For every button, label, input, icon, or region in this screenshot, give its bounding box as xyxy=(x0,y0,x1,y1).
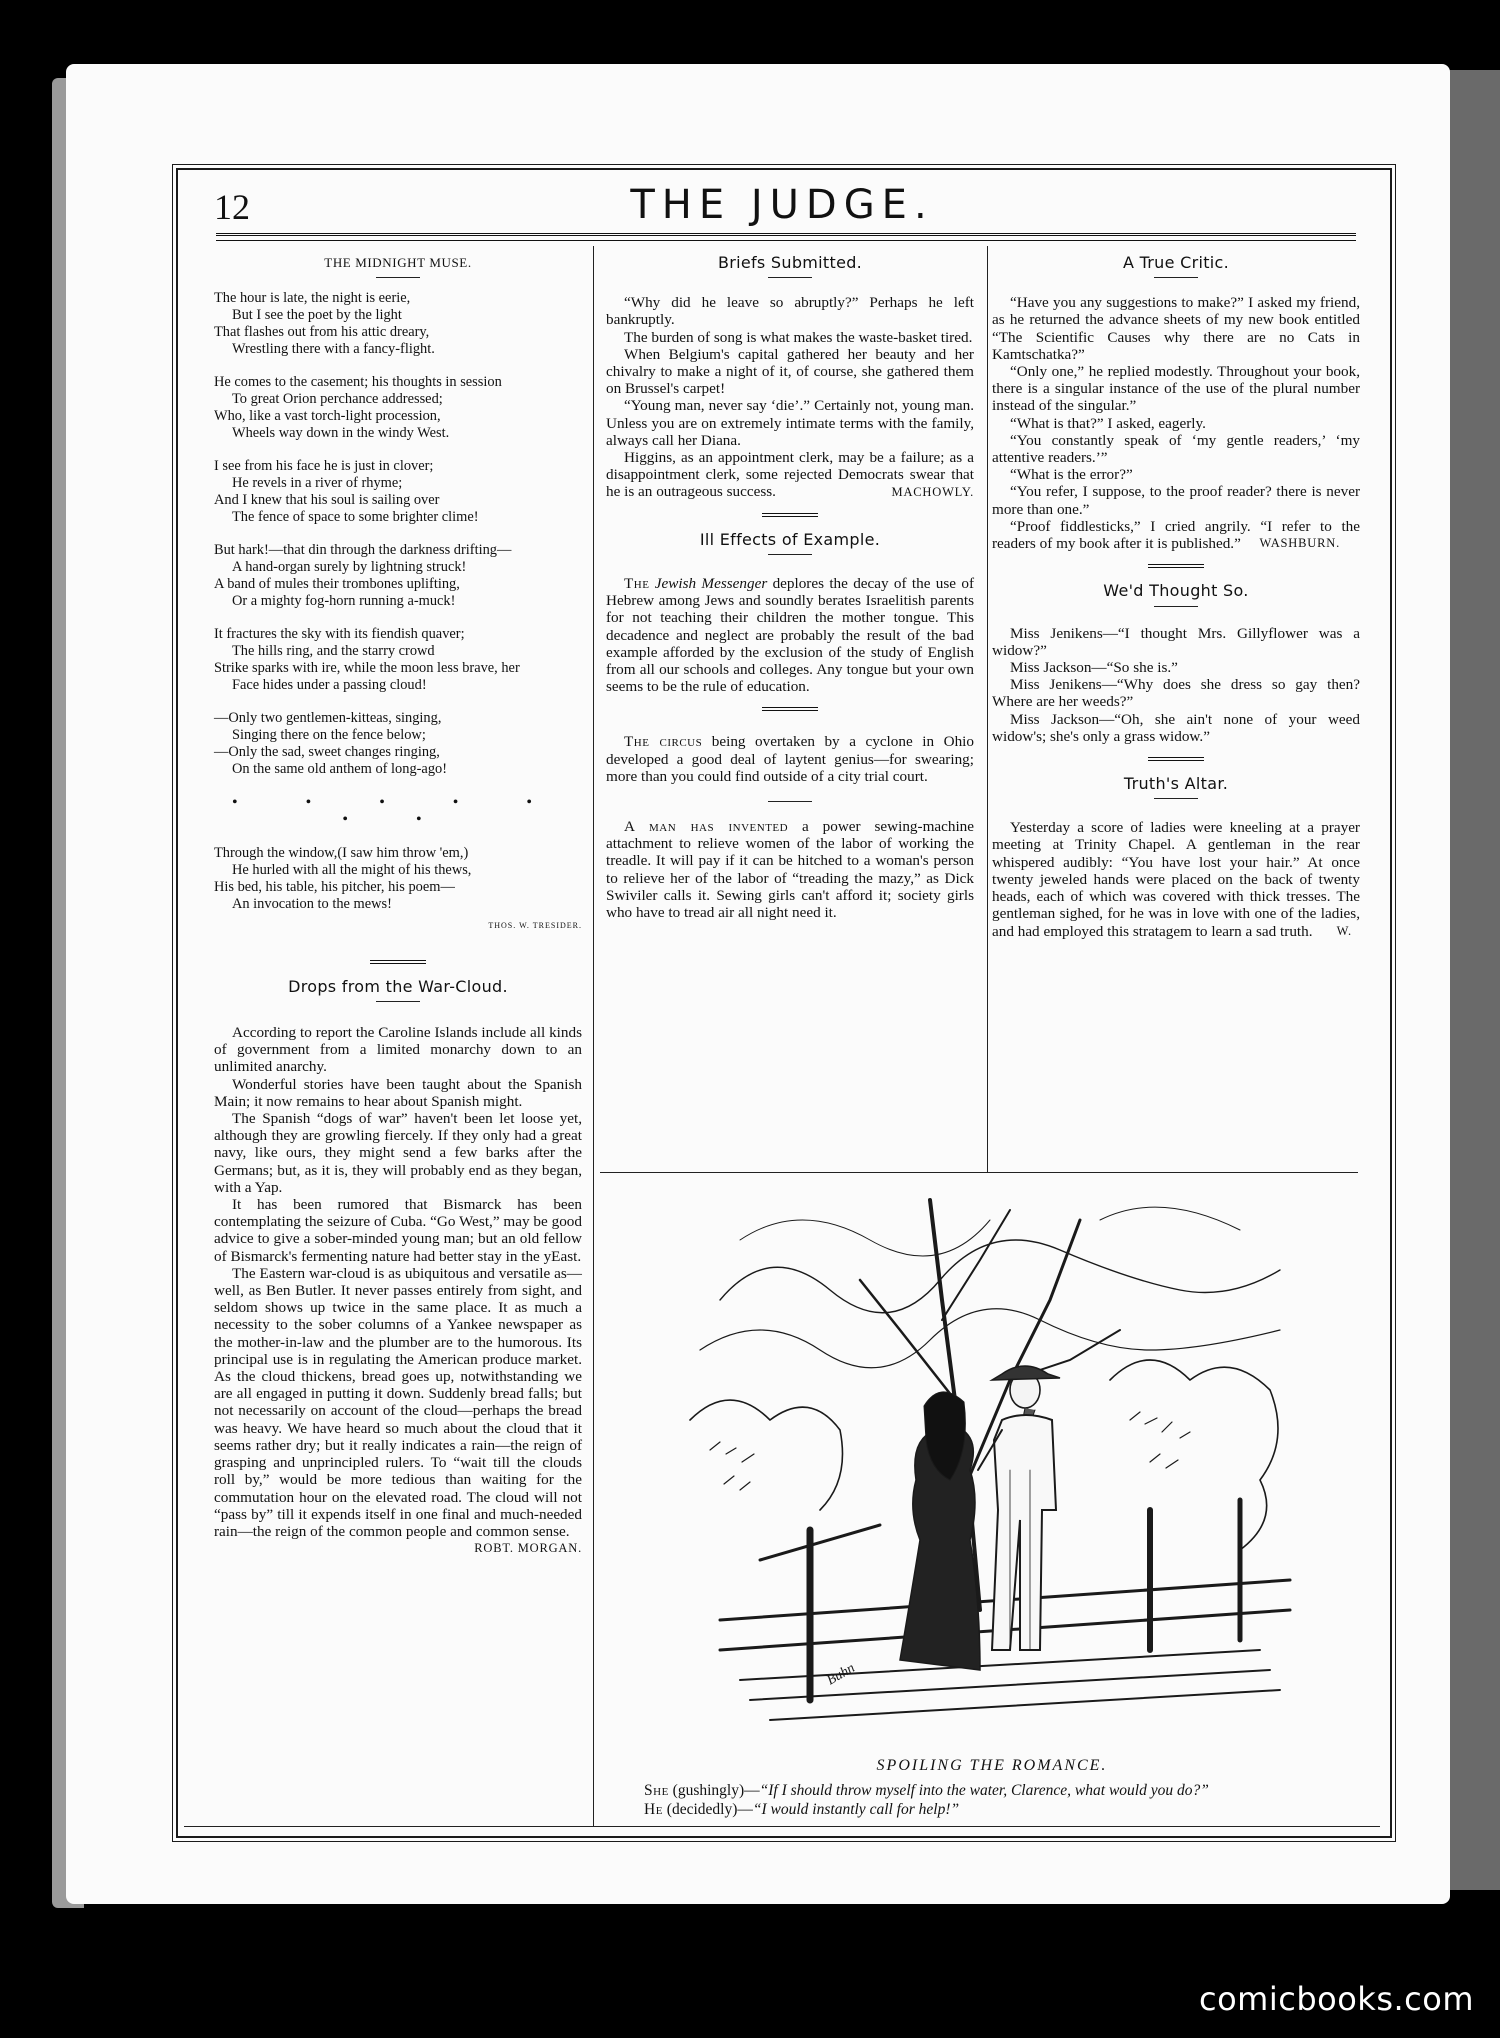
poem-stanza xyxy=(214,290,582,358)
poem-line: But hark!—that din through the darkness drifting— xyxy=(214,542,512,559)
poem-stanza xyxy=(214,458,582,526)
short-rule xyxy=(1154,798,1198,799)
article-paragraph: “Have you any suggestions to make?” I asked my friend, as he returned the advance sheets of my new book entitled “The Scientific Causes why there are no Cats in Kamtschatka?” xyxy=(992,294,1360,363)
dialogue-line: “If I should throw myself into the water, Clarence, what would you do?” xyxy=(759,1782,1209,1799)
article-paragraph xyxy=(606,733,974,785)
article-title-briefs: Briefs Submitted. xyxy=(717,253,863,272)
column-divider-1 xyxy=(593,246,594,1826)
article-title-drops: Drops from the War-Cloud. xyxy=(288,976,508,996)
article-paragraph: Wonderful stories have been taught about the Spanish Main; it now remains to hear about Spanish might. xyxy=(214,1075,582,1110)
column-3 xyxy=(992,250,1360,940)
article-paragraph: When Belgium's capital gathered her beauty and her chivalry to make a night of it, of course, she gathered them on Brussel's carpet! xyxy=(606,345,974,398)
poem-line: He revels in a river of rhyme; xyxy=(232,475,403,492)
lead-word: The circus xyxy=(624,733,703,751)
article-paragraph: “You refer, I suppose, to the proof reader? there is never more than one.” xyxy=(992,483,1360,518)
masthead-title: THE JUDGE. xyxy=(630,182,934,228)
article-paragraph: Miss Jackson—“Oh, she ain't none of your weed widow's; she's only a grass widow.” xyxy=(992,710,1360,745)
article-paragraph: Miss Jenikens—“I thought Mrs. Gillyflower was a widow?” xyxy=(992,624,1360,659)
short-rule xyxy=(768,554,812,555)
poem-line: Face hides under a passing cloud! xyxy=(232,677,427,694)
article-paragraph: “What is that?” I asked, eagerly. xyxy=(1010,414,1206,432)
cartoon-title: SPOILING THE ROMANCE. xyxy=(876,1757,1108,1774)
dialogue-line: “I would instantly call for help!” xyxy=(752,1801,960,1818)
article-paragraph: “Proof fiddlesticks,” I cried angrily. “I refer to the readers of my book after it is published.” xyxy=(992,517,1360,553)
column-1 xyxy=(214,250,582,1557)
poem-author: THOS. W. TRESIDER. xyxy=(488,920,582,930)
short-rule xyxy=(376,1001,420,1002)
poem-line: Through the window,(I saw him throw 'em,) xyxy=(214,844,469,861)
short-rule xyxy=(768,277,812,278)
poem-stanza xyxy=(214,374,582,442)
article-paragraph: The Spanish “dogs of war” haven't been let loose yet, although they are growling fiercely. If they only had a great navy, like ours, they might send a few barks after the Germans; but, as it is, they will probably end as they began, with a Yap. xyxy=(214,1110,582,1196)
publication-name: Jewish Messenger xyxy=(654,575,768,593)
poem-title: THE MIDNIGHT MUSE. xyxy=(324,255,472,270)
artist-signature: Buhn xyxy=(824,1660,858,1689)
short-rule xyxy=(376,277,420,278)
poem-line: —Only two gentlemen-kitteas, singing, xyxy=(214,710,442,727)
page-number: 12 xyxy=(214,187,250,227)
poem-midnight-muse xyxy=(214,290,582,934)
poem-line: Or a mighty fog-horn running a-muck! xyxy=(232,593,456,610)
poem-line: The hour is late, the night is eerie, xyxy=(214,290,411,307)
poem-line: His bed, his table, his pitcher, his poem— xyxy=(214,878,455,895)
lead-word: A man has invented xyxy=(624,818,789,836)
article-title-ill-effects: Ill Effects of Example. xyxy=(699,529,881,549)
article-paragraph: Higgins, as an appointment clerk, may be a failure; as a disappointment clerk, some rejected Democrats swear that he is an outrageous success. xyxy=(606,449,974,501)
masthead-rule-thin xyxy=(216,240,1356,241)
article-title-truths-altar: Truth's Altar. xyxy=(1123,774,1229,794)
column-2 xyxy=(606,250,974,921)
poem-line: Singing there on the fence below; xyxy=(232,727,426,744)
article-paragraph: “Young man, never say ‘die’.” Certainly not, young man. Unless you are on extremely intimate terms with the family, always call her Diana. xyxy=(606,397,974,449)
article-paragraph: Miss Jenikens—“Why does she dress so gay then? Where are her weeds?” xyxy=(992,676,1360,711)
poem-line: It fractures the sky with its fiendish quaver; xyxy=(214,626,465,643)
poem-line: Who, like a vast torch-light procession, xyxy=(214,408,441,425)
column-divider-2 xyxy=(987,246,988,1172)
article-paragraph xyxy=(606,818,974,921)
cartoon-top-rule xyxy=(600,1172,1358,1173)
poem-stanza xyxy=(214,626,582,694)
poem-line: A hand-organ surely by lightning struck! xyxy=(232,559,467,576)
article-paragraph: “You constantly speak of ‘my gentle readers,’ ‘my attentive readers.’” xyxy=(992,431,1360,467)
poem-line: He hurled with all the might of his thews, xyxy=(232,861,472,878)
poem-stanza-final xyxy=(214,845,582,913)
article-author: WASHBURN. xyxy=(1259,536,1340,551)
poem-line: I see from his face he is just in clover; xyxy=(214,458,434,475)
asterism-dots: • • • • • • • xyxy=(231,794,564,829)
poem-line: On the same old anthem of long-ago! xyxy=(232,761,448,778)
speaker-manner: (decidedly)— xyxy=(666,1801,753,1818)
poem-line: To great Orion perchance addressed; xyxy=(232,391,443,408)
speaker-label: She xyxy=(644,1782,669,1799)
poem-line: And I knew that his soul is sailing over xyxy=(214,492,440,509)
article-paragraph xyxy=(606,575,974,695)
paragraph-text: being overtaken by a cyclone in Ohio developed a good deal of laytent genius—for swearing; more than you could find outside of a city trial court. xyxy=(606,733,974,785)
double-rule xyxy=(762,513,818,519)
poem-line: He comes to the casement; his thoughts in session xyxy=(214,374,502,391)
double-rule xyxy=(762,707,818,713)
article-paragraph: Miss Jackson—“So she is.” xyxy=(1010,659,1178,677)
poem-stanza xyxy=(214,542,582,610)
article-author: W. xyxy=(1336,923,1352,938)
article-paragraph: “What is the error?” xyxy=(1010,466,1133,484)
cartoon-caption xyxy=(612,1756,1372,1819)
cartoon-illustration xyxy=(680,1180,1300,1745)
poem-line: The fence of space to some brighter clime! xyxy=(232,509,479,526)
dialogue-he xyxy=(612,1800,1372,1819)
poem-line: But I see the poet by the light xyxy=(232,307,402,324)
speaker-label: He xyxy=(644,1801,663,1818)
paragraph-text: a power sewing-machine attachment to relieve women of the labor of working the treadle. It will pay if it can be hitched to a woman's person to relieve her of the labor of “treading the mazy,” as Dick Swiviler calls it. Sewing girls can't afford it; society girls who have to tread air all night need it. xyxy=(606,818,975,922)
paragraph-text: deplores the decay of the use of Hebrew among Jews and soundly berates Israelitish parents for not teaching their children the mother tongue. This decadence and neglect are probably the result of the bad example afforded by the exclusion of the study of English from all our schools and colleges. Any tongue but your own seems to be the rule of education. xyxy=(606,575,974,696)
masthead-rule xyxy=(216,233,1356,236)
lead-word: The xyxy=(624,575,650,593)
double-rule xyxy=(1148,564,1204,570)
page-bottom-rule xyxy=(184,1826,1380,1827)
article-title-critic: A True Critic. xyxy=(1122,253,1230,272)
article-paragraph: The burden of song is what makes the waste-basket tired. xyxy=(624,328,973,346)
poem-line: An invocation to the mews! xyxy=(232,895,392,912)
article-paragraph: “Only one,” he replied modestly. Throughout your book, there is a singular instance of the use of the plural number instead of the singular.” xyxy=(992,363,1360,415)
double-rule xyxy=(370,960,426,966)
article-author: ROBT. MORGAN. xyxy=(474,1541,582,1556)
poem-line: Wheels way down in the windy West. xyxy=(232,425,450,442)
poem-line: —Only the sad, sweet changes ringing, xyxy=(214,744,440,761)
article-paragraph: The Eastern war-cloud is as ubiquitous and versatile as—well, as Ben Butler. It never passes entirely from sight, and seldom shows up twice in the same place. It as much a necessity to the sober columns of a Yankee newspaper as the mother-in-law and the plumber are to the humorous. Its principal use is in regulating the American produce market. As the cloud thickens, bread goes up, notwithstanding we are all engaged in putting it down. Suddenly bread falls; but not necessarily on account of the cloud—perhaps the bread was heavy. We have heard so much about the cloud that it seems rather dry; but it really indicates a rain—the reign of grasping and unprincipled rulers. To “wait till the clouds roll by,” would be more tedious than waiting for the commutation hour on the elevated road. The cloud will not “pass by” till it expends itself in one final and much-needed rain—the reign of the common people and common sense. xyxy=(214,1264,582,1540)
dialogue-she xyxy=(612,1781,1372,1800)
short-rule xyxy=(1154,606,1198,607)
poem-line: The hills ring, and the starry crowd xyxy=(232,643,435,660)
article-title-thought-so: We'd Thought So. xyxy=(1103,581,1249,601)
short-rule xyxy=(1154,277,1198,278)
site-watermark: comicbooks.com xyxy=(1198,1980,1474,2018)
facing-page-edge xyxy=(1448,70,1500,1890)
poem-line: Strike sparks with ire, while the moon less brave, her xyxy=(214,660,520,677)
poem-line: That flashes out from his attic dreary, xyxy=(214,324,430,341)
poem-line: Wrestling there with a fancy-flight. xyxy=(232,341,435,358)
article-paragraph: “Why did he leave so abruptly?” Perhaps he left bankruptly. xyxy=(606,294,974,329)
article-paragraph: Yesterday a score of ladies were kneeling at a prayer meeting at Trinity Chapel. A gentleman in the rear whispered audibly: “You have lost your hair.” At once twenty jeweled hands were placed on the back of twenty heads, each of which was covered with thick tresses. The gentleman sighed, for he was in love with one of the ladies, and had employed this stratagem to learn a sad truth. xyxy=(992,819,1360,940)
poem-line: A band of mules their trombones uplifting, xyxy=(214,576,460,593)
article-author: MACHOWLY. xyxy=(891,484,974,499)
short-rule xyxy=(768,801,812,802)
article-paragraph: According to report the Caroline Islands include all kinds of government from a limited monarchy down to an unlimited anarchy. xyxy=(214,1024,582,1076)
speaker-manner: (gushingly)— xyxy=(672,1782,760,1799)
article-paragraph: It has been rumored that Bismarck has been contemplating the seizure of Cuba. “Go West,” may be good advice to give a sober-minded young man; but an old fellow of Bismarck's fermenting nature had better stay in the yEast. xyxy=(214,1196,582,1265)
double-rule xyxy=(1148,757,1204,763)
poem-stanza xyxy=(214,710,582,778)
